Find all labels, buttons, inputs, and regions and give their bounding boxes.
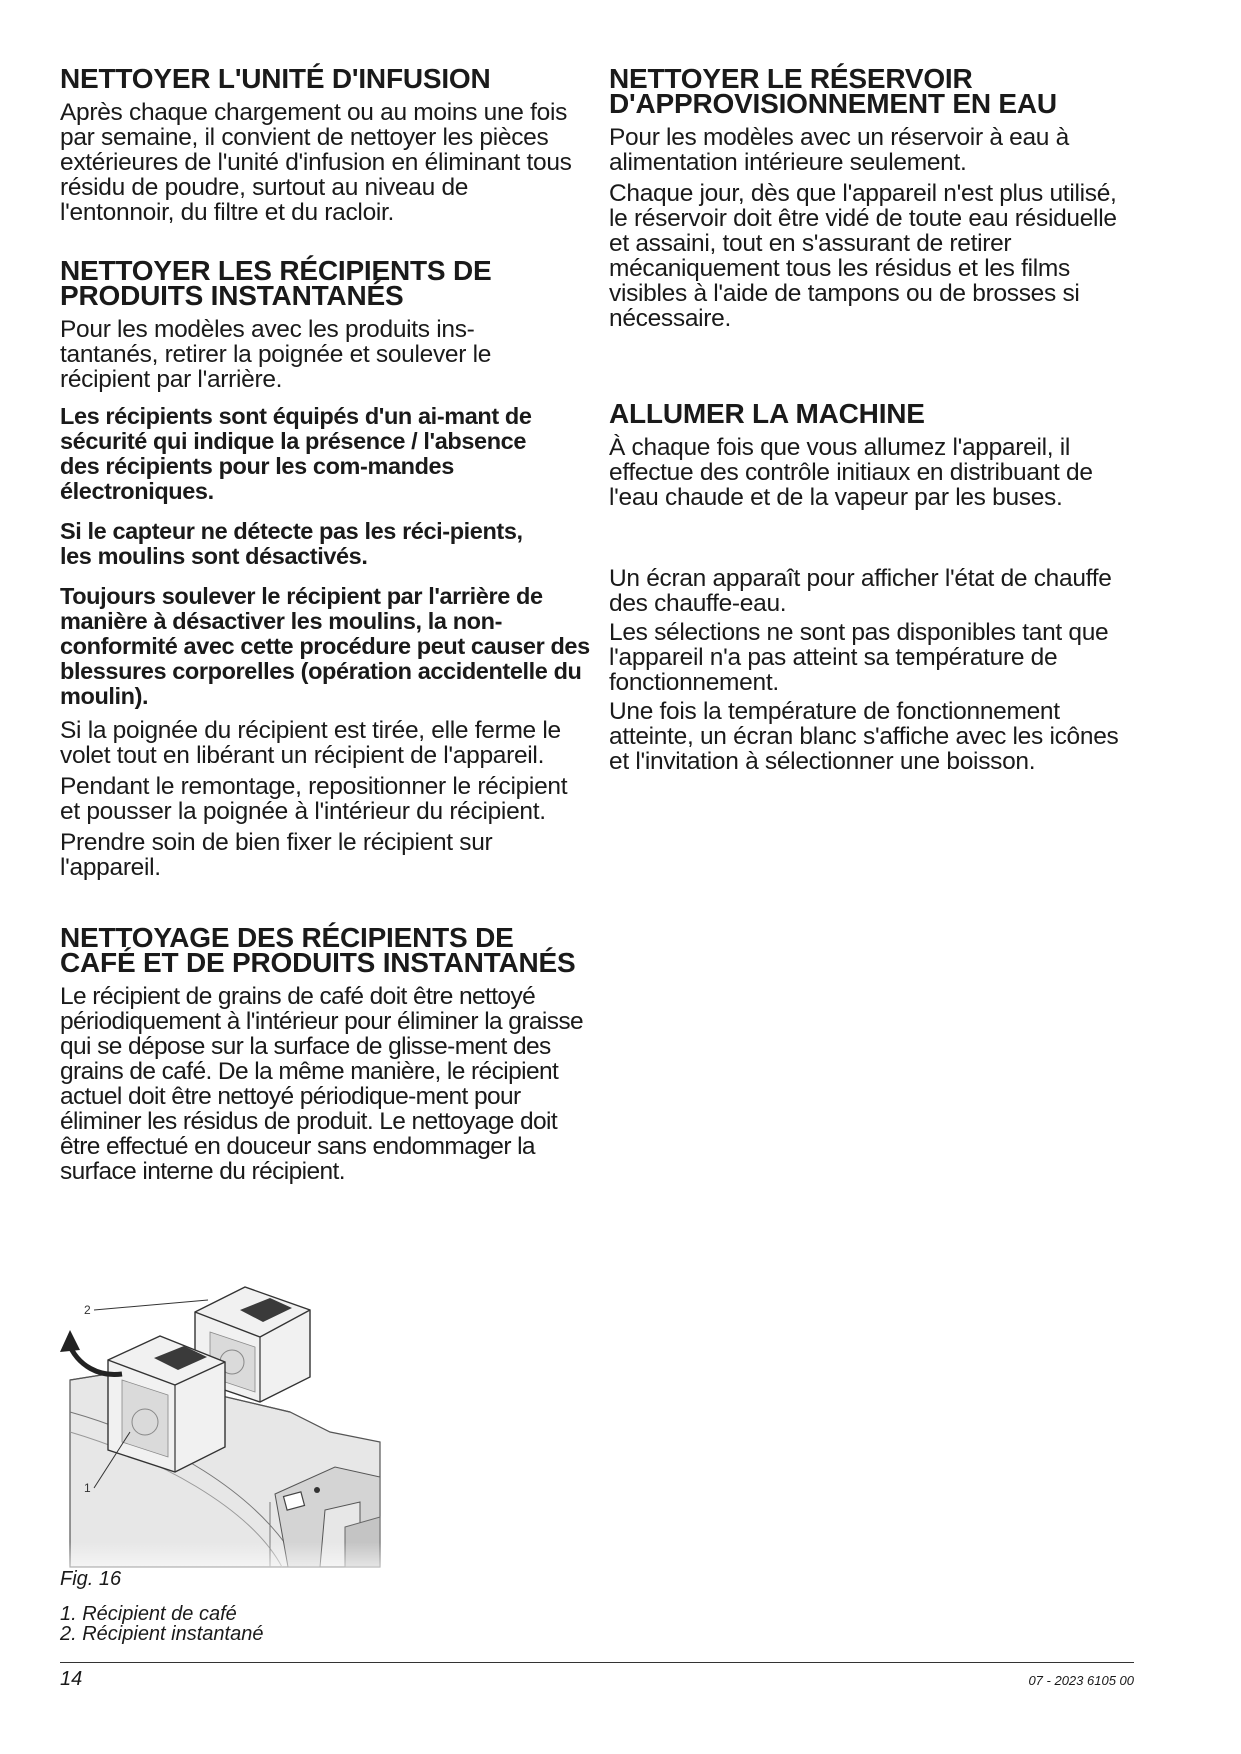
heading-clean-brewing-unit: NETTOYER L'UNITÉ D'INFUSION <box>60 63 491 94</box>
paragraph: Après chaque chargement ou au moins une fois par semaine, il convient de nettoyer les pièces extérieures de l'unité d'infusion en éliminant tous résidu de poudre, surtout au niveau de l'entonnoir, du filtre et du racloir. <box>60 99 572 226</box>
paragraph: Chaque jour, dès que l'appareil n'est plus utilisé, le réservoir doit être vidé de toute eau résiduelle et assaini, tout en s'assurant de retirer mécaniquement tous les résidus et les films visibles à l'aide de tampons ou de brosses si nécessaire. <box>609 180 1117 332</box>
paragraph: Si la poignée du récipient est tirée, elle ferme le volet tout en libérant un récipient de l'appareil. <box>60 717 561 769</box>
heading-clean-water-tank: NETTOYER LE RÉSERVOIR D'APPROVISIONNEMENT EN EAU <box>609 63 1057 119</box>
legend-item-coffee-container: 1. Récipient de café <box>60 1603 237 1625</box>
figure-caption: Fig. 16 <box>60 1568 122 1590</box>
callout-1: 1 <box>84 1481 91 1495</box>
paragraph: Un écran apparaît pour afficher l'état de chauffe des chauffe-eau. <box>609 565 1112 617</box>
figure-16-illustration <box>60 1262 445 1587</box>
paragraph: À chaque fois que vous allumez l'appareil, il effectue des contrôle initiaux en distribuant de l'eau chaude et de la vapeur par les buses. <box>609 434 1093 511</box>
paragraph: Pendant le remontage, repositionner le récipient et pousser la poignée à l'intérieur du récipient. <box>60 773 568 825</box>
callout-2: 2 <box>84 1303 91 1317</box>
paragraph: Pour les modèles avec les produits ins-tantanés, retirer la poignée et soulever le récipient par l'arrière. <box>60 316 492 393</box>
paragraph: Le récipient de grains de café doit être nettoyé périodiquement à l'intérieur pour éliminer la graisse qui se dépose sur la surface de glisse-ment des grains de café. De la même manière, le récipient actuel doit être nettoyé périodique-ment pour éliminer les résidus de produit. Le nettoyage doit être effectué en douceur sans endommager la surface interne du récipient. <box>60 983 584 1185</box>
warning-paragraph: Toujours soulever le récipient par l'arrière de manière à désactiver les moulins, la non-conformité avec cette procédure peut causer des blessures corporelles (opération accidentelle du moulin). <box>60 583 590 709</box>
heading-clean-instant-containers: NETTOYER LES RÉCIPIENTS DE PRODUITS INSTANTANÉS <box>60 255 492 311</box>
figure-legend <box>60 1604 263 1644</box>
paragraph: Les sélections ne sont pas disponibles tant que l'appareil n'a pas atteint sa température de fonctionnement. <box>609 619 1109 696</box>
left-column <box>60 63 590 1185</box>
paragraph: Prendre soin de bien fixer le récipient sur l'appareil. <box>60 829 493 881</box>
warning-paragraph: Les récipients sont équipés d'un ai-mant de sécurité qui indique la présence / l'absence des récipients pour les com-mandes électroniques. <box>60 403 532 504</box>
heading-clean-coffee-containers: NETTOYAGE DES RÉCIPIENTS DE CAFÉ ET DE PRODUITS INSTANTANÉS <box>60 922 576 978</box>
warning-paragraph: Si le capteur ne détecte pas les réci-pients, les moulins sont désactivés. <box>60 518 523 569</box>
legend-item-instant-container: 2. Récipient instantané <box>60 1623 264 1645</box>
right-column <box>609 63 1139 775</box>
document-code: 07 - 2023 6105 00 <box>1028 1673 1134 1688</box>
footer-divider <box>60 1662 1134 1663</box>
page-number: 14 <box>60 1668 83 1690</box>
paragraph: Une fois la température de fonctionnement atteinte, un écran blanc s'affiche avec les icônes et l'invitation à sélectionner une boisson. <box>609 698 1119 775</box>
containers-drawing <box>60 1262 445 1587</box>
paragraph: Pour les modèles avec un réservoir à eau à alimentation intérieure seulement. <box>609 124 1069 176</box>
heading-switch-on-machine: ALLUMER LA MACHINE <box>609 398 925 429</box>
